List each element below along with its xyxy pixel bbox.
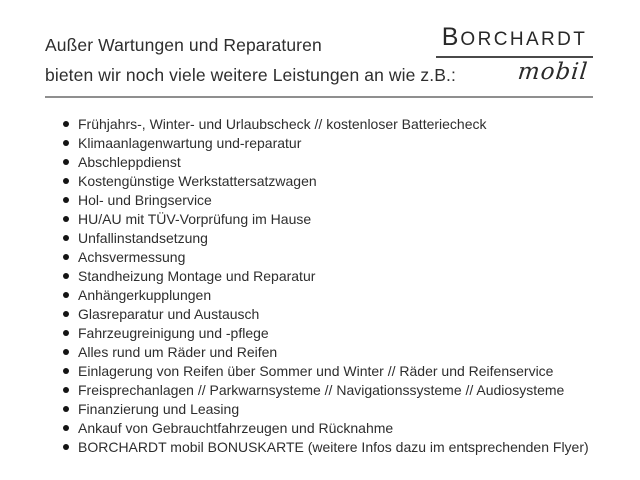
- header-line-1: Außer Wartungen und Reparaturen: [45, 35, 322, 55]
- list-item: [63, 114, 589, 133]
- list-item: [63, 380, 589, 399]
- bullet-icon: [63, 235, 69, 241]
- divider-line: [45, 96, 593, 98]
- list-item: [63, 285, 589, 304]
- list-item: [63, 323, 589, 342]
- bullet-icon: [63, 425, 69, 431]
- bullet-icon: [63, 349, 69, 355]
- bullet-icon: [63, 330, 69, 336]
- bullet-icon: [63, 292, 69, 298]
- bullet-icon: [63, 140, 69, 146]
- brand-subtitle: mobil: [516, 59, 590, 85]
- list-item: [63, 247, 589, 266]
- list-item-label: Unfallinstandsetzung: [78, 229, 208, 246]
- list-item-label: Klimaanlagenwartung und-reparatur: [78, 134, 302, 151]
- list-item-label: BORCHARDT mobil BONUSKARTE (weitere Infos dazu im entsprechenden Flyer): [78, 438, 589, 455]
- brand-wordmark-rest: ORCHARDT: [460, 29, 588, 50]
- bullet-icon: [63, 178, 69, 184]
- list-item: [63, 171, 589, 190]
- list-item-label: Abschleppdienst: [78, 153, 181, 170]
- list-item-label: Fahrzeugreinigung und -pflege: [78, 324, 269, 341]
- bullet-icon: [63, 368, 69, 374]
- header: [45, 30, 456, 90]
- bullet-icon: [63, 406, 69, 412]
- list-item-label: Finanzierung und Leasing: [78, 400, 240, 417]
- list-item: [63, 209, 589, 228]
- bullet-icon: [63, 159, 69, 165]
- list-item: [63, 152, 589, 171]
- bullet-icon: [63, 273, 69, 279]
- services-list: [63, 114, 589, 456]
- brand-logo: [436, 25, 593, 85]
- header-line-2: bieten wir noch viele weitere Leistungen an wie z.B.:: [45, 65, 456, 85]
- bullet-icon: [63, 311, 69, 317]
- list-item: [63, 133, 589, 152]
- list-item: [63, 399, 589, 418]
- list-item-label: Glasreparatur und Austausch: [78, 305, 260, 322]
- list-item: [63, 342, 589, 361]
- list-item-label: Frühjahrs-, Winter- und Urlaubscheck // kostenloser Batteriecheck: [78, 115, 487, 132]
- bullet-icon: [63, 197, 69, 203]
- list-item-label: Kostengünstige Werkstattersatzwagen: [78, 172, 317, 189]
- list-item: [63, 418, 589, 437]
- list-item-label: Einlagerung von Reifen über Sommer und Winter // Räder und Reifenservice: [78, 362, 554, 379]
- list-item: [63, 304, 589, 323]
- bullet-icon: [63, 216, 69, 222]
- list-item-label: Achsvermessung: [78, 248, 186, 265]
- list-item: [63, 266, 589, 285]
- list-item: [63, 437, 589, 456]
- bullet-icon: [63, 254, 69, 260]
- brand-wordmark-initial: B: [441, 23, 461, 51]
- list-item: [63, 190, 589, 209]
- bullet-icon: [63, 387, 69, 393]
- list-item-label: Alles rund um Räder und Reifen: [78, 343, 278, 360]
- list-item: [63, 361, 589, 380]
- list-item-label: HU/AU mit TÜV-Vorprüfung im Hause: [78, 210, 312, 227]
- list-item-label: Anhängerkupplungen: [78, 286, 212, 303]
- list-item-label: Hol- und Bringservice: [78, 191, 212, 208]
- bullet-icon: [63, 121, 69, 127]
- list-item-label: Standheizung Montage und Reparatur: [78, 267, 316, 284]
- list-item-label: Ankauf von Gebrauchtfahrzeugen und Rücknahme: [78, 419, 394, 436]
- brand-wordmark: [436, 25, 593, 58]
- list-item-label: Freisprechanlagen // Parkwarnsysteme // Navigationssysteme // Audiosysteme: [78, 381, 565, 398]
- list-item: [63, 228, 589, 247]
- bullet-icon: [63, 444, 69, 450]
